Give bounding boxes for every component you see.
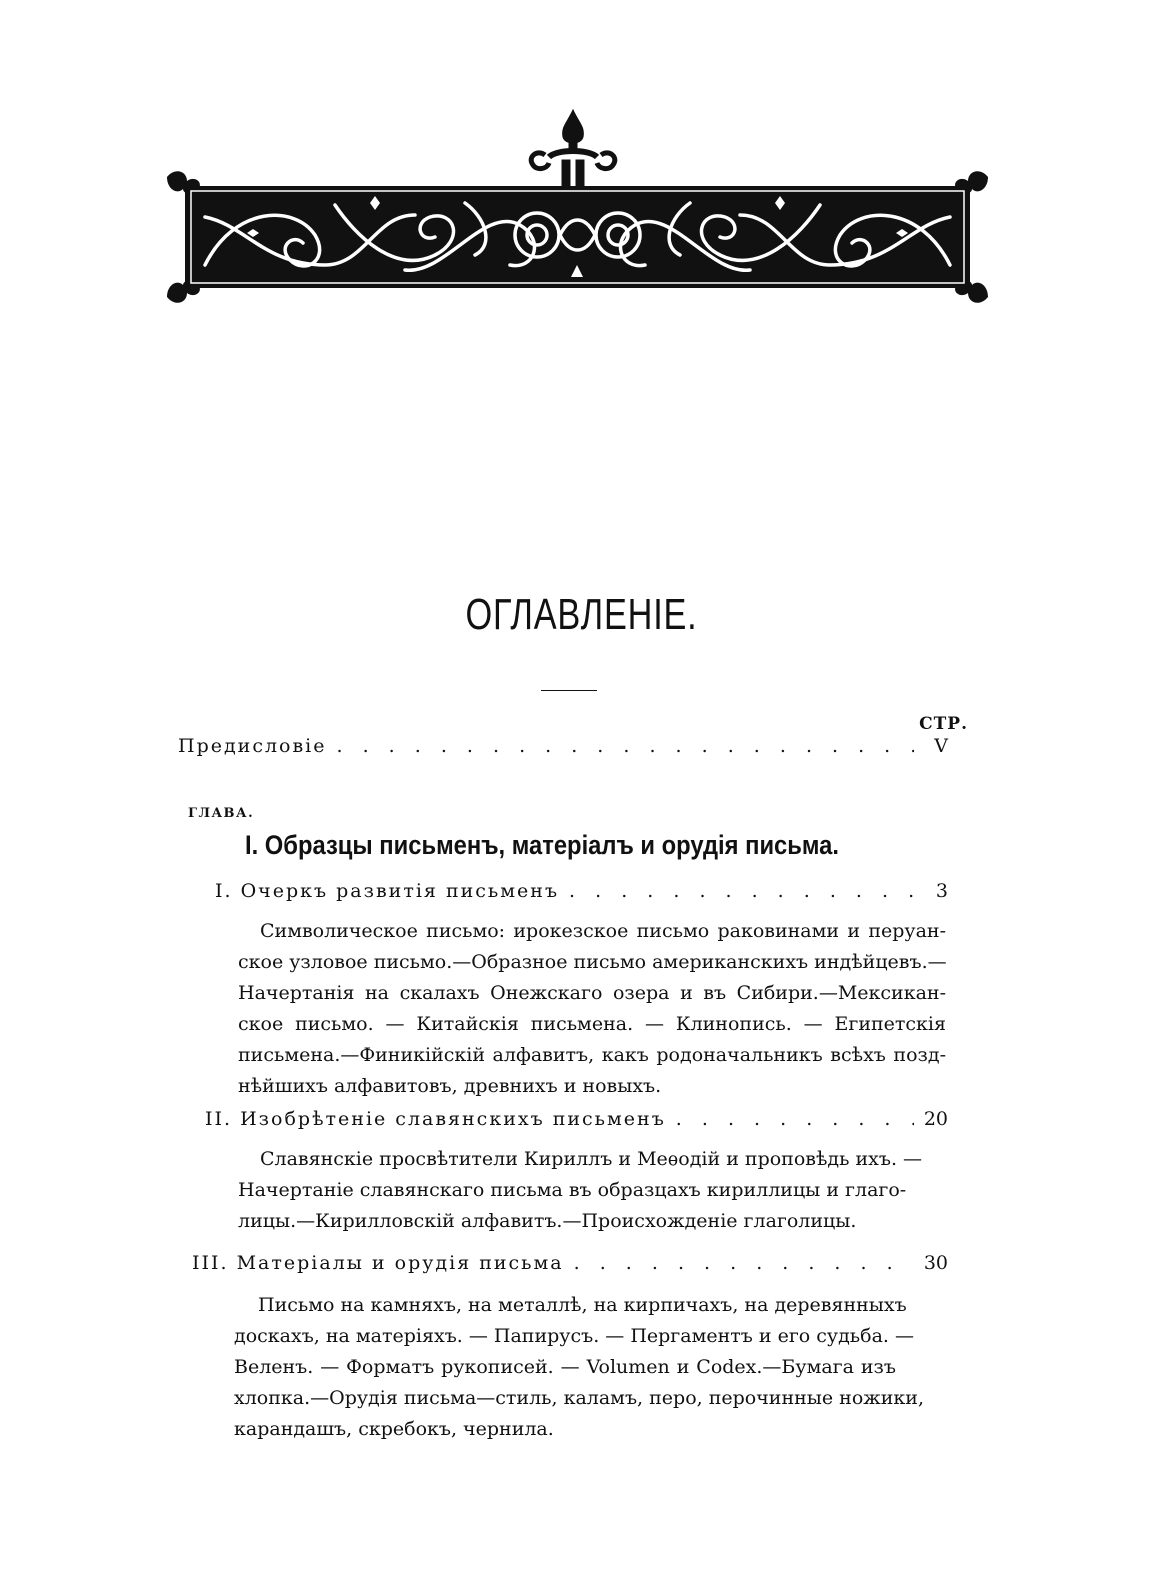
title-divider xyxy=(541,690,597,691)
leader-dots xyxy=(676,1108,914,1130)
toc-entry-page: 20 xyxy=(923,1108,948,1130)
toc-entry-label: III. Матеріалы и орудія письма xyxy=(192,1252,564,1274)
leader-dots xyxy=(337,735,914,757)
description-line: Начертанія на скалахъ Онежскаго озера и въ Сибири.—Мексикан- xyxy=(238,982,946,1004)
ornamental-headpiece-icon xyxy=(165,105,990,310)
toc-entry-label: Предисловіе xyxy=(178,735,327,757)
toc-entry-section xyxy=(205,1108,948,1130)
toc-entry-page: V xyxy=(934,735,948,757)
section-description xyxy=(238,916,946,1102)
description-line: Славянскіе просвѣтители Кириллъ и Меѳодій и проповѣдь ихъ. — xyxy=(260,1148,923,1170)
description-line: хлопка.—Орудія письма—стиль, каламъ, перо, перочинные ножики, xyxy=(234,1387,925,1409)
description-line: Символическое письмо: ирокезское письмо раковинами и перуан- xyxy=(260,920,946,942)
description-line: письмена.—Финикійскій алфавитъ, какъ родоначальникъ всѣхъ позд- xyxy=(238,1044,946,1066)
chapter-heading: I. Образцы письменъ, матеріалъ и орудія письма. xyxy=(245,830,839,860)
section-description xyxy=(238,1144,923,1237)
toc-entry-label: II. Изобрѣтеніе славянскихъ письменъ xyxy=(205,1108,666,1130)
toc-entry-label: I. Очеркъ развитія письменъ xyxy=(215,880,560,902)
description-line: доскахъ, на матеріяхъ. — Папирусъ. — Пергаментъ и его судьба. — xyxy=(234,1325,914,1347)
description-line: Начертаніе славянскаго письма въ образцахъ кириллицы и глаго- xyxy=(238,1179,907,1201)
toc-entry-preface xyxy=(178,735,948,757)
toc-entry-page: 3 xyxy=(935,880,948,902)
description-line: ское узловое письмо.—Образное письмо американскихъ индѣйцевъ.— xyxy=(238,951,947,973)
page-column-header: СТР. xyxy=(919,714,968,734)
leader-dots xyxy=(569,880,914,902)
description-line: нѣйшихъ алфавитовъ, древнихъ и новыхъ. xyxy=(238,1075,662,1097)
chapter-marker: ГЛАВА. xyxy=(188,806,255,821)
leader-dots xyxy=(574,1252,914,1274)
toc-entry-section xyxy=(192,1252,948,1274)
section-description xyxy=(234,1290,925,1445)
toc-entry-section xyxy=(215,880,948,902)
description-line: лицы.—Кирилловскій алфавитъ.—Происхожденіе глаголицы. xyxy=(238,1210,857,1232)
description-line: ское письмо. — Китайскія письмена. — Клинопись. — Египетскія xyxy=(238,1013,946,1035)
toc-entry-page: 30 xyxy=(923,1252,948,1274)
description-line: карандашъ, скребокъ, чернила. xyxy=(234,1418,554,1440)
description-line: Веленъ. — Форматъ рукописей. — Volumen и Codex.—Бумага изъ xyxy=(234,1356,896,1378)
page-title: ОГЛАВЛЕНІЕ. xyxy=(465,590,698,639)
description-line: Письмо на камняхъ, на металлѣ, на кирпичахъ, на деревянныхъ xyxy=(258,1294,907,1316)
